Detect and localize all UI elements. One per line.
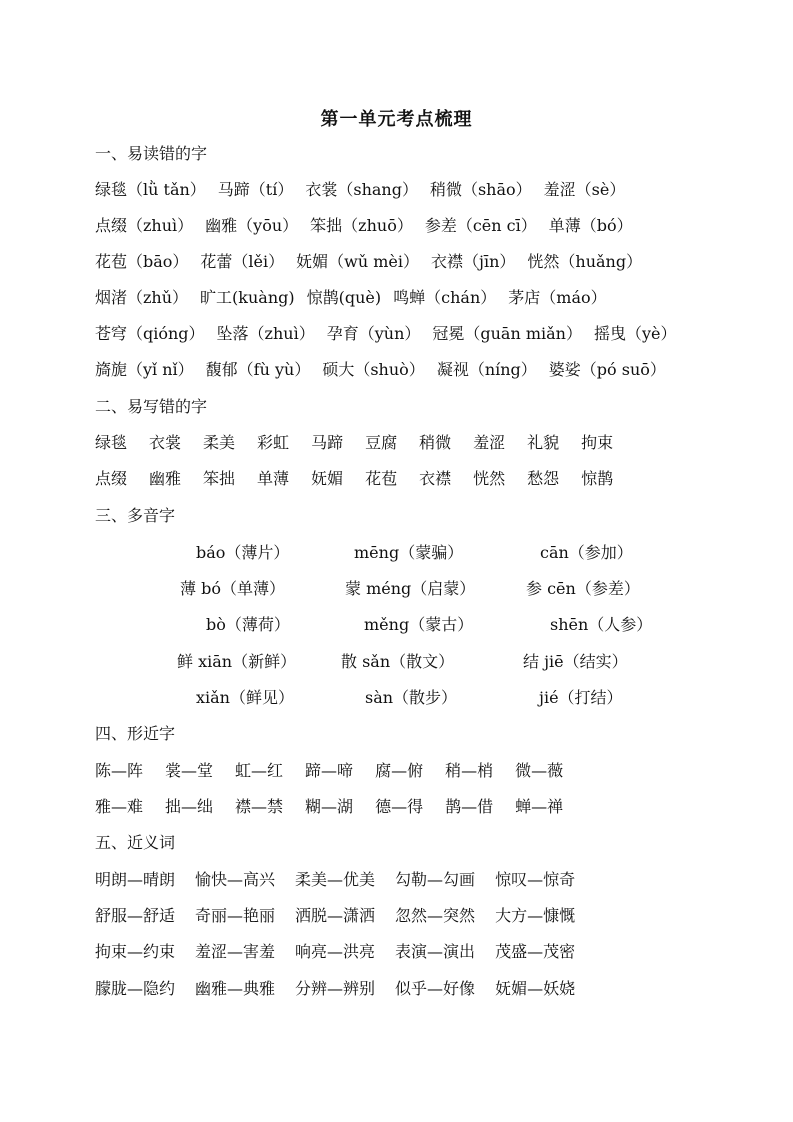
polyphonic-item: 结 jiē（结实） [523,652,628,671]
polyphonic-item: 参 cēn（参差） [526,579,640,598]
word-item: 糊—湖 [305,797,354,816]
polyphonic-item: báo（薄片） [196,543,290,562]
word-item: 鹊—借 [445,797,494,816]
word-item: 笨拙（zhuō） [310,216,413,235]
word-item: 虹—红 [235,761,284,780]
word-item: 婆娑（pó suō） [548,360,666,379]
word-item: 烟渚（zhǔ） [95,288,189,307]
word-item: 愉快—高兴 [195,870,276,889]
word-item: 腐—俯 [375,761,424,780]
word-item: 羞涩 [473,433,506,452]
word-item: 苍穹（qióng） [95,324,205,343]
word-item: 蝉—禅 [515,797,564,816]
word-item: 拘束—约束 [95,942,176,961]
word-item: 花蕾（lěi） [200,252,285,271]
word-item: 羞涩—害羞 [195,942,276,961]
miswrite-row [95,430,635,453]
word-item: 响亮—洪亮 [295,942,376,961]
similar-shape-row [95,758,585,781]
word-item: 豆腐 [365,433,398,452]
polyphonic-item: xiǎn（鲜见） [196,688,294,707]
synonym-row [95,939,595,962]
word-item: 摇曳（yè） [594,324,677,343]
word-item: 惊叹—惊奇 [495,870,576,889]
word-item: 妩媚—妖娆 [495,979,576,998]
word-item: 孕育（yùn） [326,324,421,343]
word-item: 勾勒—勾画 [395,870,476,889]
misread-row [95,357,678,380]
word-item: 硕大（shuò） [322,360,425,379]
word-item: 凝视（níng） [436,360,537,379]
polyphonic-item: jié（打结） [539,688,623,707]
word-item: 冠冕（guān miǎn） [432,324,582,343]
word-item: 恍然 [473,469,506,488]
word-item: 奇丽—艳丽 [195,906,276,925]
word-item: 花苞（bāo） [95,252,189,271]
similar-shape-row [95,794,585,817]
word-item: 马蹄 [311,433,344,452]
word-item: 茅店（máo） [508,288,607,307]
page-title: 第一单元考点梳理 [320,109,473,130]
word-item: 似乎—好像 [395,979,476,998]
word-item: 点缀 [95,469,128,488]
word-item: 衣襟 [419,469,452,488]
misread-row [95,213,645,236]
word-item: 陈—阵 [95,761,144,780]
section-heading-polyphonic: 三、多音字 [95,506,176,525]
word-item: 礼貌 [527,433,560,452]
polyphonic-item: 蒙 méng（启蒙） [345,579,476,598]
word-item: 表演—演出 [395,942,476,961]
word-item: 朦胧—隐约 [95,979,176,998]
word-item: 茂盛—茂密 [495,942,576,961]
word-item: 裳—堂 [165,761,214,780]
section-heading-easy-misread: 一、易读错的字 [95,144,208,163]
section-heading-easy-miswrite: 二、易写错的字 [95,397,208,416]
word-item: 大方—慷慨 [495,906,576,925]
word-item: 惊鹊(què) [306,288,382,307]
word-item: 雅—难 [95,797,144,816]
word-item: 妩媚 [311,469,344,488]
word-item: 稍—梢 [445,761,494,780]
polyphonic-item: shēn（人参） [550,615,653,634]
word-item: 笨拙 [203,469,236,488]
word-item: 馥郁（fù yù） [205,360,311,379]
word-item: 单薄（bó） [548,216,633,235]
polyphonic-item: cān（参加） [540,543,633,562]
word-item: 衣裳（shang） [305,180,418,199]
word-item: 衣襟（jīn） [431,252,516,271]
word-item: 坠落（zhuì） [216,324,315,343]
word-item: 绿毯 [95,433,128,452]
misread-row [95,177,637,200]
word-item: 旷工(kuàng) [200,288,295,307]
polyphonic-item: 鲜 xiān（新鲜） [177,652,297,671]
word-item: 忽然—突然 [395,906,476,925]
synonym-row [95,976,595,999]
polyphonic-item: sàn（散步） [365,688,458,707]
word-item: 花苞 [365,469,398,488]
word-item: 幽雅（yōu） [205,216,299,235]
polyphonic-item: mēng（蒙骗） [354,543,464,562]
word-item: 拘束 [581,433,614,452]
word-item: 点缀（zhuì） [95,216,194,235]
word-item: 德—得 [375,797,424,816]
polyphonic-item: 散 sǎn（散文） [341,652,455,671]
word-item: 襟—禁 [235,797,284,816]
word-item: 马蹄（tí） [217,180,294,199]
word-item: 柔美—优美 [295,870,376,889]
section-heading-synonyms: 五、近义词 [95,833,176,852]
polyphonic-item: 薄 bó（单薄） [180,579,285,598]
word-item: 洒脱—潇洒 [295,906,376,925]
word-item: 舒服—舒适 [95,906,176,925]
word-item: 羞涩（sè） [543,180,626,199]
word-item: 分辨—辨别 [295,979,376,998]
polyphonic-item: bò（薄荷） [206,615,290,634]
word-item: 妩媚（wǔ mèi） [296,252,419,271]
word-item: 蹄—啼 [305,761,354,780]
word-item: 彩虹 [257,433,290,452]
word-item: 微—薇 [515,761,564,780]
word-item: 幽雅 [149,469,182,488]
word-item: 恍然（huǎng） [527,252,643,271]
word-item: 愁怨 [527,469,560,488]
word-item: 绿毯（lǜ tǎn） [95,180,206,199]
word-item: 稍微（shāo） [429,180,532,199]
word-item: 旖旎（yǐ nǐ） [95,360,194,379]
word-item: 稍微 [419,433,452,452]
word-item: 衣裳 [149,433,182,452]
word-item: 柔美 [203,433,236,452]
misread-row [95,285,619,308]
word-item: 参差（cēn cī） [424,216,537,235]
polyphonic-item: měng（蒙古） [364,615,474,634]
misread-row [95,249,654,272]
word-item: 幽雅—典雅 [195,979,276,998]
word-item: 明朗—晴朗 [95,870,176,889]
miswrite-row [95,466,635,489]
section-heading-similar-shape: 四、形近字 [95,724,176,743]
synonym-row [95,867,595,890]
word-item: 鸣蝉（chán） [393,288,497,307]
word-item: 单薄 [257,469,290,488]
word-item: 惊鹊 [581,469,614,488]
synonym-row [95,903,595,926]
word-item: 拙—绌 [165,797,214,816]
misread-row [95,321,689,344]
